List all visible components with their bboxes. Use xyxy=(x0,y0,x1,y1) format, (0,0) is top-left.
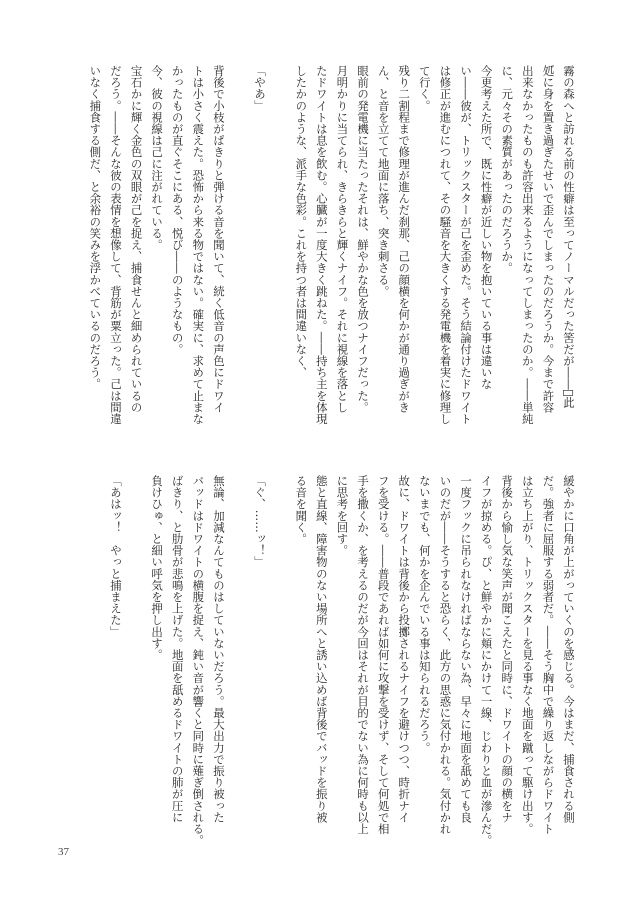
text-column: 「やあ」 xyxy=(253,65,268,112)
text-column: は立ち上がり、トリックスターを見る事なく地面を蹴って駆け出す。 xyxy=(520,475,535,835)
text-column: いなく捕食する側だ、と余裕の笑みを浮かべているのだろう。 xyxy=(88,65,103,390)
text-column: る音を聞く。 xyxy=(294,475,309,545)
text-column: 背後で小枝がぱきりと弾ける音を聞いて、続く低音の声色にドワイ xyxy=(211,65,226,413)
text-column: 態と直線、障害物のない場所へと誘い込めば背後でバッドを振り被 xyxy=(314,475,329,823)
text-column: 故に、ドワイトは背後から投擲されるナイフを避けつつ、時折ナイ xyxy=(397,475,412,823)
text-column: 処゙に身を置き過ぎたせいで歪んでしまったのだろうか。今まで許容 xyxy=(541,65,556,413)
text-column: いのだが――そうすると恐らく、此方の思惑に気付かれる。気付かれ xyxy=(438,475,453,835)
text-column: 今、彼の視線は己に注がれている。 xyxy=(150,65,165,251)
text-column: 霧の森へと訪れる前の性癖は至ってノーマルだった筈だが――゙此 xyxy=(562,65,576,409)
text-column: したかのような、派手な色彩。これを持つ者は間違いなく、 xyxy=(294,65,309,379)
text-column: 手を撒くか、を考えるのだが今回はそれが目的でない為に何時も以上 xyxy=(356,475,371,835)
text-column: て行く。 xyxy=(417,65,432,112)
text-column: 今更考えた所で、既に性癖が近しい物を抱いている事は違いな xyxy=(479,65,494,390)
upper-text-block xyxy=(88,65,576,425)
text-column: だ。強者に屈服する弱者だ。――そう胸中で繰り返しながらドワイト xyxy=(541,475,556,835)
text-column: ないまでも、何かを企んでいる事は知られるだろう。 xyxy=(417,475,432,754)
text-column: だろう。――そんな彼の表情を想像して、背筋が粟立った。己は間違 xyxy=(108,65,123,425)
text-column: かったものが直ぐそこにある、悦び――のようなもの。 xyxy=(170,65,185,355)
text-column: 出来なかったものも許容出来るようになってしまったのか。――単純 xyxy=(520,65,535,425)
text-column: 「あはッ！ やっと捕まえた」 xyxy=(108,475,123,638)
text-column: 背後から愉し気な笑声が聞こえたと同時に、ドワイトの顔の横をナ xyxy=(500,475,515,823)
text-column: 一度フックに吊られなければならない為、早々に地面を舐めても良 xyxy=(459,475,474,823)
text-column: 緩やかに口角が上がっていくのを感じる。今はまだ、捕食される側 xyxy=(562,475,576,823)
text-column: に、元々その素質があったのだろうか。 xyxy=(500,65,515,274)
text-column: 月明かりに当てられ、きらきらと輝くナイフ。それに視線を落とし xyxy=(335,65,350,413)
text-column: い――彼が、トリックスターが己を歪めた。そう結論付けたドワイト xyxy=(459,65,474,425)
text-column: トは小さく震えた。恐怖から来る物ではない。確実に、求めて止まな xyxy=(191,65,206,425)
lower-text-block xyxy=(108,475,576,847)
text-column: 「ぐ、……ッ！」 xyxy=(253,475,268,568)
text-column: 負けひゅ、と細い呼気を押し出す。 xyxy=(150,475,165,661)
text-column: フを受ける。――普段であれば如何に攻撃を受けず、そして何処で相 xyxy=(376,475,391,835)
page-number: 37 xyxy=(58,846,69,858)
text-column: に思考を回す。 xyxy=(335,475,350,557)
text-column: バッドはドワイトの横腹を捉え、鈍い音が響くと同時に薙ぎ倒される。 xyxy=(191,475,206,847)
text-column: 残り二割程まで修理が進んだ刹那、己の顔横を何かが通り過ぎがき xyxy=(397,65,412,413)
text-column: ばきり、と肋骨が悲鳴を上げた。地面を舐めるドワイトの肺が圧に xyxy=(170,475,185,823)
text-column: ん、と音を立てて地面に落ち、突き刺さる。 xyxy=(376,65,391,297)
text-column: たドワイトは息を飲む。心臓が一度大きく跳ねた。――持ち主を体現 xyxy=(314,65,329,425)
text-column: 眼前の発電機に当たったそれは、鮮やかな色を放つナイフだった。 xyxy=(356,65,371,413)
text-column: 無論、加減なんてものはしていないだろう。最大出力で振り被った xyxy=(211,475,226,823)
text-column: イフが掠める。ぴ、と鮮やかに頬にかけて一線、じわりと血が滲んだ。 xyxy=(479,475,494,847)
text-column: 宝石かに輝く金色の双眼が己を捉え、捕食せんと細められているの xyxy=(129,65,144,413)
text-column: は修正が進むにつれて、その騒音を大きくする発電機を着実に修理し xyxy=(438,65,453,425)
